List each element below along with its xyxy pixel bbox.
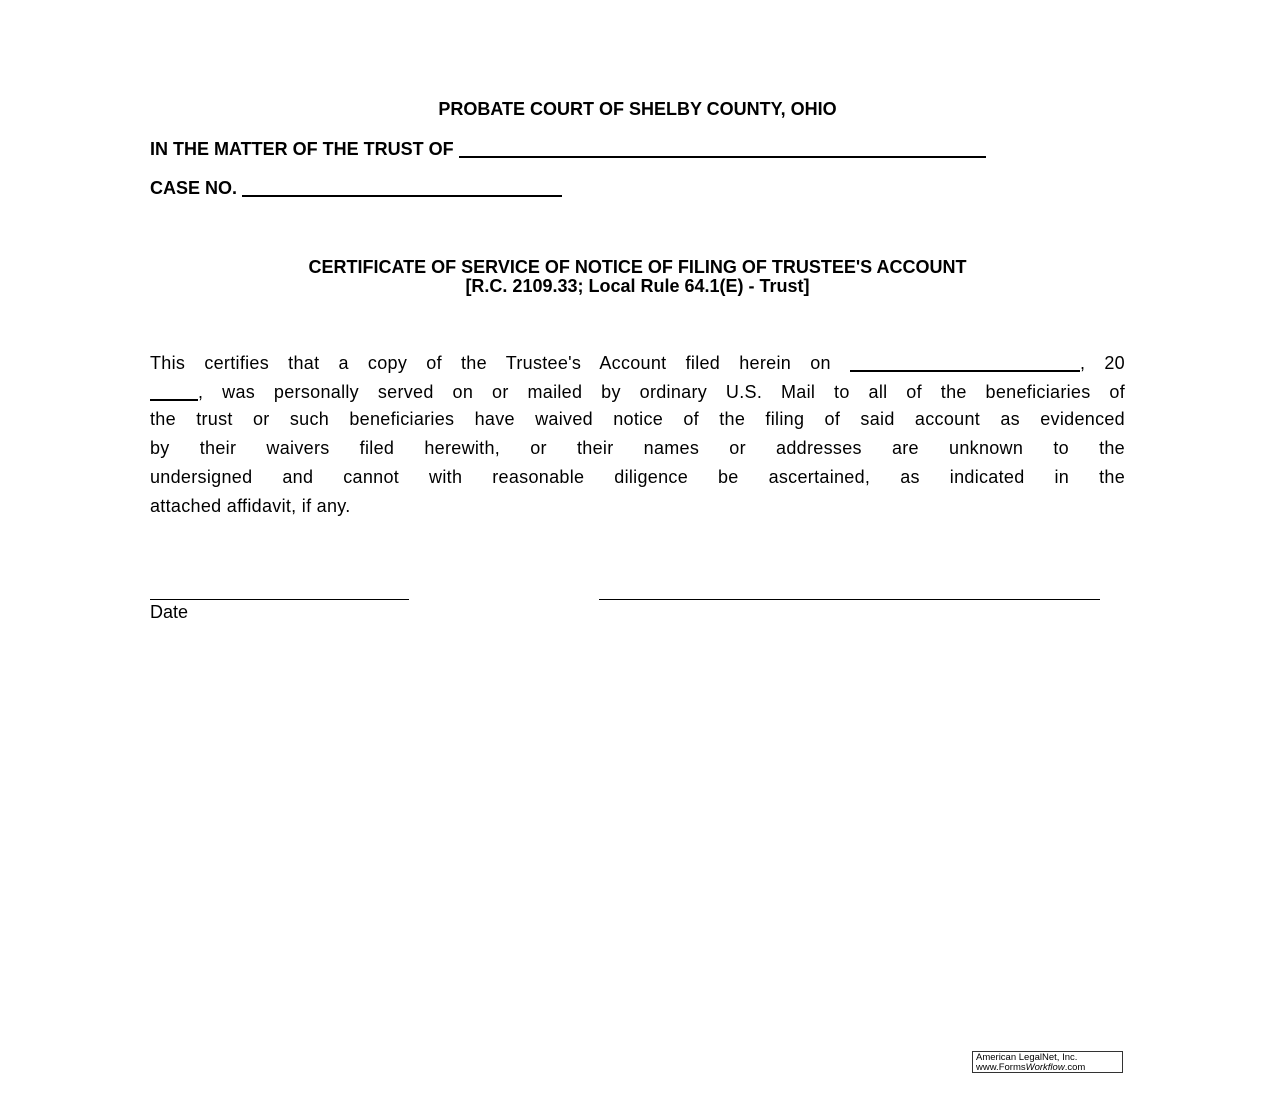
logo-text: Workflow	[1025, 1062, 1065, 1073]
body-line-2	[150, 381, 1125, 403]
logo-text: .com	[1064, 1062, 1086, 1073]
filing-date-field[interactable]	[850, 352, 1080, 372]
body-line-4: by their waivers filed herewith, or their names or addresses are unknown to the	[150, 438, 1125, 458]
logo-line-2	[976, 1063, 1119, 1073]
year-field[interactable]	[150, 381, 198, 401]
matter-line	[150, 138, 986, 160]
date-signature-line[interactable]	[150, 599, 409, 600]
publisher-logo	[972, 1051, 1123, 1073]
body-text: This certifies that a copy of the Trustee's Account filed herein on	[150, 353, 831, 373]
body-text: , 20	[1079, 353, 1125, 373]
court-heading: PROBATE COURT OF SHELBY COUNTY, OHIO	[438, 99, 837, 119]
case-line	[150, 177, 562, 199]
body-text: , was personally served on or mailed by ordinary U.S. Mail to all of the beneficiaries of	[198, 382, 1125, 402]
trust-name-field[interactable]	[459, 138, 986, 158]
body-line-3: the trust or such beneficiaries have waived notice of the filing of said account as evidenced	[150, 409, 1125, 429]
logo-line-1: American LegalNet, Inc.	[976, 1052, 1078, 1063]
case-number-field[interactable]	[242, 177, 562, 197]
logo-text: www.Forms	[976, 1062, 1026, 1073]
body-line-6: attached affidavit, if any.	[150, 496, 351, 516]
case-label: CASE NO.	[150, 178, 238, 198]
date-label: Date	[150, 602, 189, 622]
body-line-1	[150, 352, 1125, 374]
trustee-signature-line[interactable]	[599, 599, 1100, 600]
document-subtitle: [R.C. 2109.33; Local Rule 64.1(E) - Trust]	[465, 276, 810, 296]
body-line-5: undersigned and cannot with reasonable diligence be ascertained, as indicated in the	[150, 467, 1125, 487]
document-title: CERTIFICATE OF SERVICE OF NOTICE OF FILING OF TRUSTEE'S ACCOUNT	[308, 257, 967, 277]
matter-label: IN THE MATTER OF THE TRUST OF	[150, 139, 454, 159]
